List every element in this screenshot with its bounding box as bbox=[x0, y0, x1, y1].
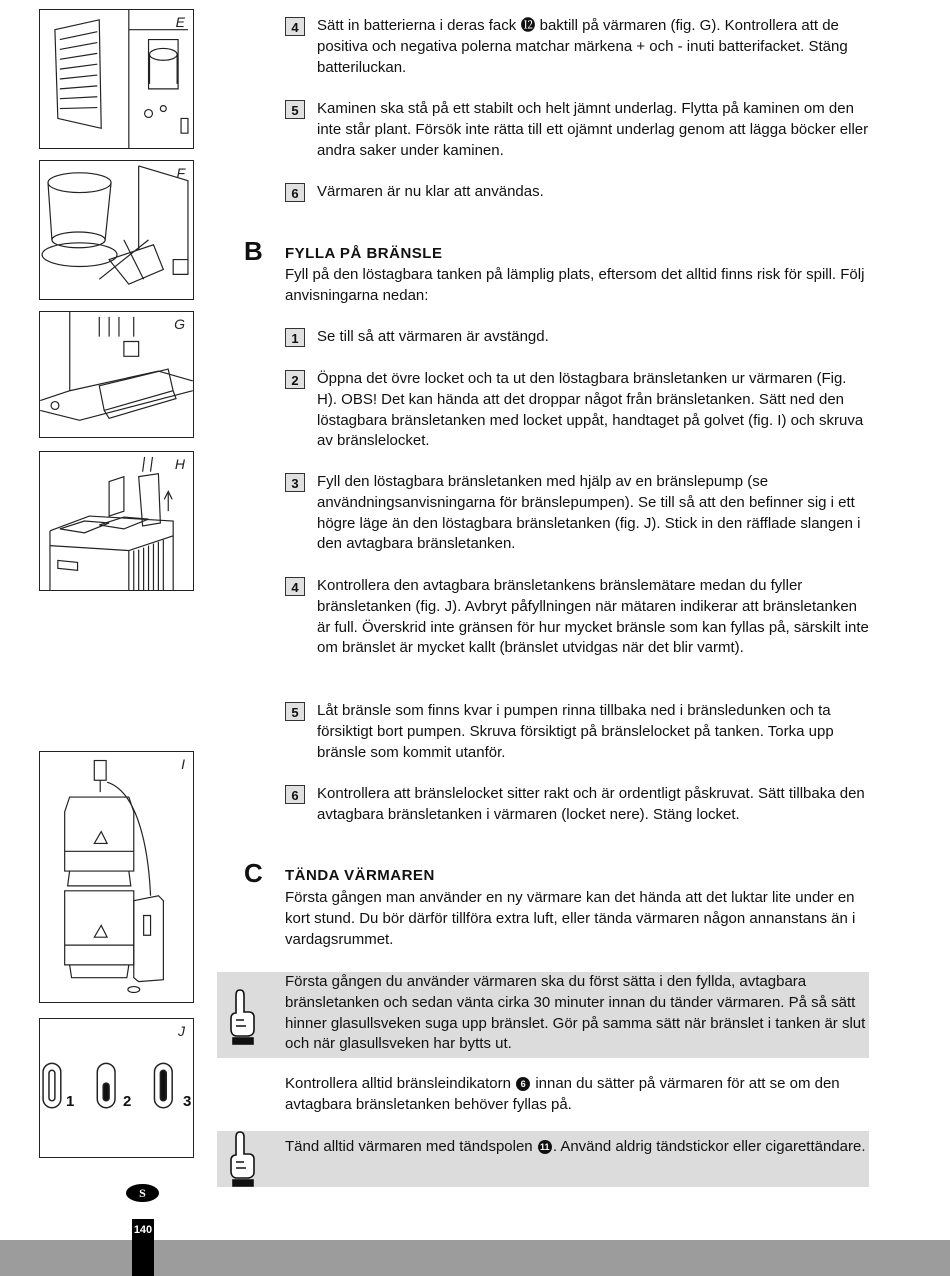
figure-e-drawing bbox=[40, 10, 193, 148]
page-number: 140 bbox=[133, 1224, 153, 1236]
step-text: Kontrollera den avtagbara bränsletankens bränslemätare medan du fyller bränsletanken (fig. J). Avbryt påfyllningen när mätaren indikerar att bränsletanken är full. Överskrid inte gränsen för hur mycket bränsle som kan fyllas på, särskilt inte om bränslet är mycket kallt (bränslet utvidgas när det blir varmt). bbox=[317, 577, 869, 657]
step-number: 4 bbox=[285, 577, 305, 596]
list-item bbox=[285, 182, 885, 203]
note-text: Första gången du använder värmaren ska du först sätta i den fyllda, avtagbara bränsletanken och sedan vänta cirka 30 minuter innan du tänder värmaren. På så sätt hinner glasullsveken suga upp bränslet. Gör på samma sätt när bränslet i tanken är slut och när glasullsveken har bytts ut. bbox=[285, 973, 866, 1053]
step-text: Värmaren är nu klar att användas. bbox=[317, 183, 544, 200]
fuel-indicator-paragraph bbox=[285, 1074, 869, 1116]
step-number: 1 bbox=[285, 328, 305, 347]
note-text bbox=[285, 1137, 869, 1158]
step-text: Låt bränsle som finns kvar i pumpen rinna tillbaka ned i bränsledunken och ta försiktigt bort pumpen. Skruva försiktigt på bränslelocket på tanken. Torka upp bränsle som kommit utanför. bbox=[317, 702, 834, 761]
figure-f-drawing bbox=[40, 161, 193, 299]
figure-g-drawing bbox=[40, 312, 193, 437]
list-item bbox=[285, 576, 885, 659]
list-item bbox=[285, 472, 885, 555]
figure-e-label: E bbox=[175, 14, 185, 30]
list-item bbox=[285, 327, 885, 348]
paragraph-text-after: innan du sätter på värmaren för att se om den avtagbara bränsletanken behöver fyllas på. bbox=[285, 1075, 840, 1113]
figure-i-drawing bbox=[40, 752, 193, 1002]
pointing-hand-icon bbox=[225, 1130, 259, 1188]
note-text-before: Tänd alltid värmaren med tändspolen bbox=[285, 1138, 533, 1155]
step-text: Sätt in batterierna i deras fack ⓬ baktill på värmaren (fig. G). Kontrollera att de positiva och negativa polerna matchar märkena + och - inuti batterifacket. Stäng batteriluckan. bbox=[317, 17, 848, 76]
step-number: 5 bbox=[285, 100, 305, 119]
list-item bbox=[285, 99, 885, 161]
section-b-letter: B bbox=[244, 236, 263, 266]
figure-i-label: I bbox=[181, 756, 185, 772]
figure-f bbox=[39, 160, 194, 300]
figure-h-label: H bbox=[174, 456, 185, 472]
step-number: 4 bbox=[285, 17, 305, 36]
list-item bbox=[285, 701, 885, 763]
section-b-intro: Fyll på den löstagbara tanken på lämplig plats, eftersom det alltid finns risk för spill. Följ anvisningarna nedan: bbox=[285, 266, 865, 304]
list-item bbox=[285, 369, 885, 452]
reference-badge: 11 bbox=[538, 1140, 552, 1154]
figure-f-label: F bbox=[176, 165, 185, 181]
step-number: 2 bbox=[285, 370, 305, 389]
section-b-title: FYLLA PÅ BRÄNSLE bbox=[285, 245, 443, 262]
step-number: 5 bbox=[285, 702, 305, 721]
step-number: 6 bbox=[285, 785, 305, 804]
figure-j bbox=[39, 1018, 194, 1158]
figure-g-label: G bbox=[174, 316, 185, 332]
step-text: Fyll den löstagbara bränsletanken med hjälp av en bränslepump (se användningsanvisningarna för bränslepumpen). Se till så att den befinner sig i ett högre läge än den löstagbara bränsletanken (fig. J). Stick in den räfflade slangen i den avtagbara bränsletanken. bbox=[317, 473, 861, 553]
step-text: Kontrollera att bränslelocket sitter rakt och är ordentligt påskruvat. Sätt tillbaka den avtagbara bränsletanken i värmaren (locket nere). Stäng locket. bbox=[317, 785, 865, 823]
figure-j-label: J bbox=[178, 1023, 185, 1039]
list-item bbox=[285, 16, 885, 78]
figure-i bbox=[39, 751, 194, 1003]
figure-j-level-3: 3 bbox=[183, 1093, 192, 1110]
paragraph-text-before: Kontrollera alltid bränsleindikatorn bbox=[285, 1075, 511, 1092]
list-item bbox=[285, 784, 885, 826]
step-text: Öppna det övre locket och ta ut den löstagbara bränsletanken ur värmaren (Fig. H). OBS! Det kan hända att det droppar något från bränsletanken. Sätt ned den löstagbara bränsletanken med locket uppåt, handtaget på golvet (fig. I) och skruva av bränslelocket. bbox=[317, 370, 864, 450]
step-text: Se till så att värmaren är avstängd. bbox=[317, 328, 549, 345]
figure-j-level-2: 2 bbox=[123, 1093, 132, 1110]
figure-g bbox=[39, 311, 194, 438]
section-c-title: TÄNDA VÄRMAREN bbox=[285, 867, 435, 884]
note-box bbox=[217, 1131, 869, 1187]
pointing-hand-icon bbox=[225, 988, 259, 1046]
figure-j-drawing bbox=[40, 1019, 193, 1157]
figure-h-drawing bbox=[40, 452, 193, 590]
figure-j-level-1: 1 bbox=[66, 1093, 75, 1110]
note-box bbox=[217, 972, 869, 1058]
figure-h bbox=[39, 451, 194, 591]
section-c-intro: Första gången man använder en ny värmare kan det hända att det luktar lite under en kort stund. Du bör därför tillföra extra luft, eller tända värmaren någon annanstans än i vardagsrummet. bbox=[285, 889, 856, 948]
reference-badge: 6 bbox=[516, 1077, 530, 1091]
section-c-letter: C bbox=[244, 858, 263, 888]
figure-e bbox=[39, 9, 194, 149]
note-text-after: . Använd aldrig tändstickor eller cigarettändare. bbox=[552, 1138, 866, 1155]
step-number: 3 bbox=[285, 473, 305, 492]
language-badge: S bbox=[126, 1184, 159, 1202]
step-text: Kaminen ska stå på ett stabilt och helt jämnt underlag. Flytta på kaminen om den inte står plant. Försök inte rätta till ett ojämnt underlag genom att lägga böcker eller andra saker under kaminen. bbox=[317, 100, 869, 159]
step-number: 6 bbox=[285, 183, 305, 202]
